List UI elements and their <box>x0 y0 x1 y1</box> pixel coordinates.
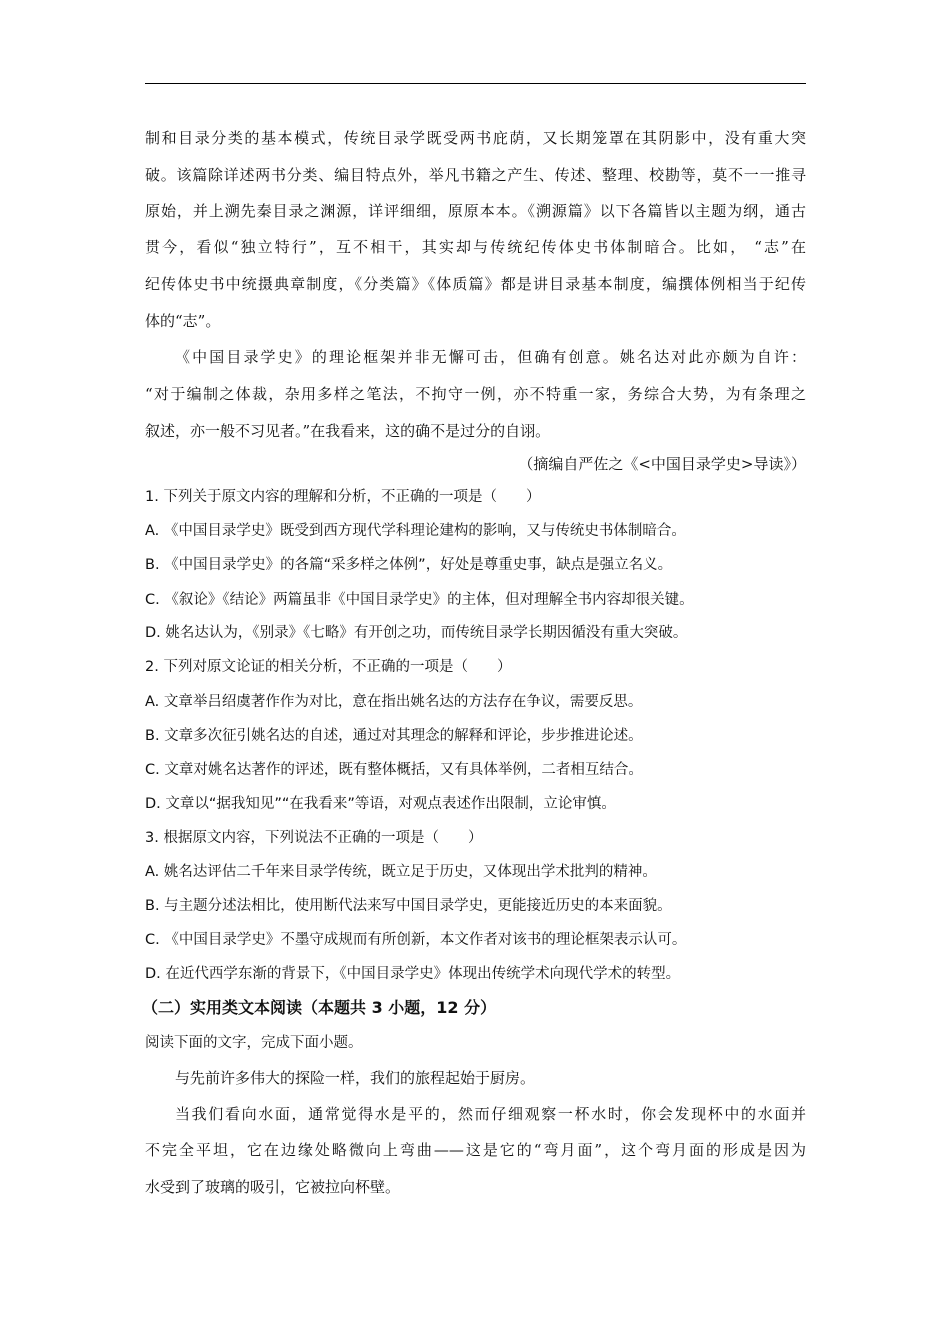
question-option: D. 姚名达认为，《别录》《七略》有开创之功，而传统目录学长期因循没有重大突破。 <box>145 625 688 641</box>
passage-line: 不完全平坦，它在边缘处略微向上弯曲——这是它的“弯月面”，这个弯月面的形成是因为 <box>145 1141 806 1159</box>
passage-line: 当我们看向水面，通常觉得水是平的，然而仔细观察一杯水时，你会发现杯中的水面并 <box>175 1105 806 1123</box>
question-option: A. 《中国目录学史》既受到西方现代学科理论建构的影响，又与传统史书体制暗合。 <box>145 523 686 539</box>
section-heading: （二）实用类文本阅读（本题共 3 小题，12 分） <box>142 998 497 1017</box>
passage-line: 纪传体史书中统摄典章制度，《分类篇》《体质篇》都是讲目录基本制度，编撰体例相当于纪传 <box>145 275 806 293</box>
question-option: B. 文章多次征引姚名达的自述，通过对其理念的解释和评论，步步推进论述。 <box>145 728 643 744</box>
section-instruction: 阅读下面的文字，完成下面小题。 <box>145 1035 363 1051</box>
question-option: C. 文章对姚名达著作的评述，既有整体概括，又有具体举例，二者相互结合。 <box>145 762 643 778</box>
passage-line: 贯今，看似“独立特行”，互不相干，其实却与传统纪传体史书体制暗合。比如， “志”在 <box>145 238 806 256</box>
header-rule <box>145 83 806 84</box>
passage-line: 破。该篇除详述两书分类、编目特点外，举凡书籍之产生、传述、整理、校勘等，莫不一一推寻 <box>145 166 806 184</box>
passage-line: “对于编制之体裁，杂用多样之笔法，不拘守一例，亦不特重一家，务综合大势，为有条理之 <box>145 385 806 403</box>
question-option: B. 与主题分述法相比，使用断代法来写中国目录学史，更能接近历史的本来面貌。 <box>145 898 672 914</box>
question-stem: 2. 下列对原文论证的相关分析，不正确的一项是（ ） <box>145 659 512 675</box>
passage-line: 与先前许多伟大的探险一样，我们的旅程起始于厨房。 <box>175 1069 536 1087</box>
passage-line: 制和目录分类的基本模式，传统目录学既受两书庇荫，又长期笼罩在其阴影中，没有重大突 <box>145 129 806 147</box>
question-option: B. 《中国目录学史》的各篇“采多样之体例”，好处是尊重史事，缺点是强立名义。 <box>145 557 673 573</box>
passage-line: 叙述，亦一般不习见者。”在我看来，这的确不是过分的自诩。 <box>145 422 551 440</box>
question-option: D. 文章以“据我知见”“在我看来”等语，对观点表述作出限制，立论审慎。 <box>145 796 616 812</box>
question-option: C. 《中国目录学史》不墨守成规而有所创新，本文作者对该书的理论框架表示认可。 <box>145 932 687 948</box>
question-option: C. 《叙论》《结论》两篇虽非《中国目录学史》的主体，但对理解全书内容却很关键。 <box>145 592 694 608</box>
question-stem: 3. 根据原文内容，下列说法不正确的一项是（ ） <box>145 830 483 846</box>
passage-line: 水受到了玻璃的吸引，它被拉向杯壁。 <box>145 1178 401 1196</box>
passage-line: 体的“志”。 <box>145 312 221 330</box>
question-stem: 1. 下列关于原文内容的理解和分析，不正确的一项是（ ） <box>145 489 541 505</box>
passage-line: 《中国目录学史》的理论框架并非无懈可击，但确有创意。姚名达对此亦颇为自许： <box>175 348 806 366</box>
question-option: A. 文章举吕绍虞著作作为对比，意在指出姚名达的方法存在争议，需要反思。 <box>145 694 643 710</box>
source-citation: （摘编自严佐之《<中国目录学史>导读》） <box>518 455 806 473</box>
question-option: A. 姚名达评估二千年来目录学传统，既立足于历史，又体现出学术批判的精神。 <box>145 864 657 880</box>
passage-line: 原始，并上溯先秦目录之渊源，详评细细，原原本本。《溯源篇》以下各篇皆以主题为纲，通古 <box>145 202 806 220</box>
question-option: D. 在近代西学东渐的背景下，《中国目录学史》体现出传统学术向现代学术的转型。 <box>145 966 681 982</box>
